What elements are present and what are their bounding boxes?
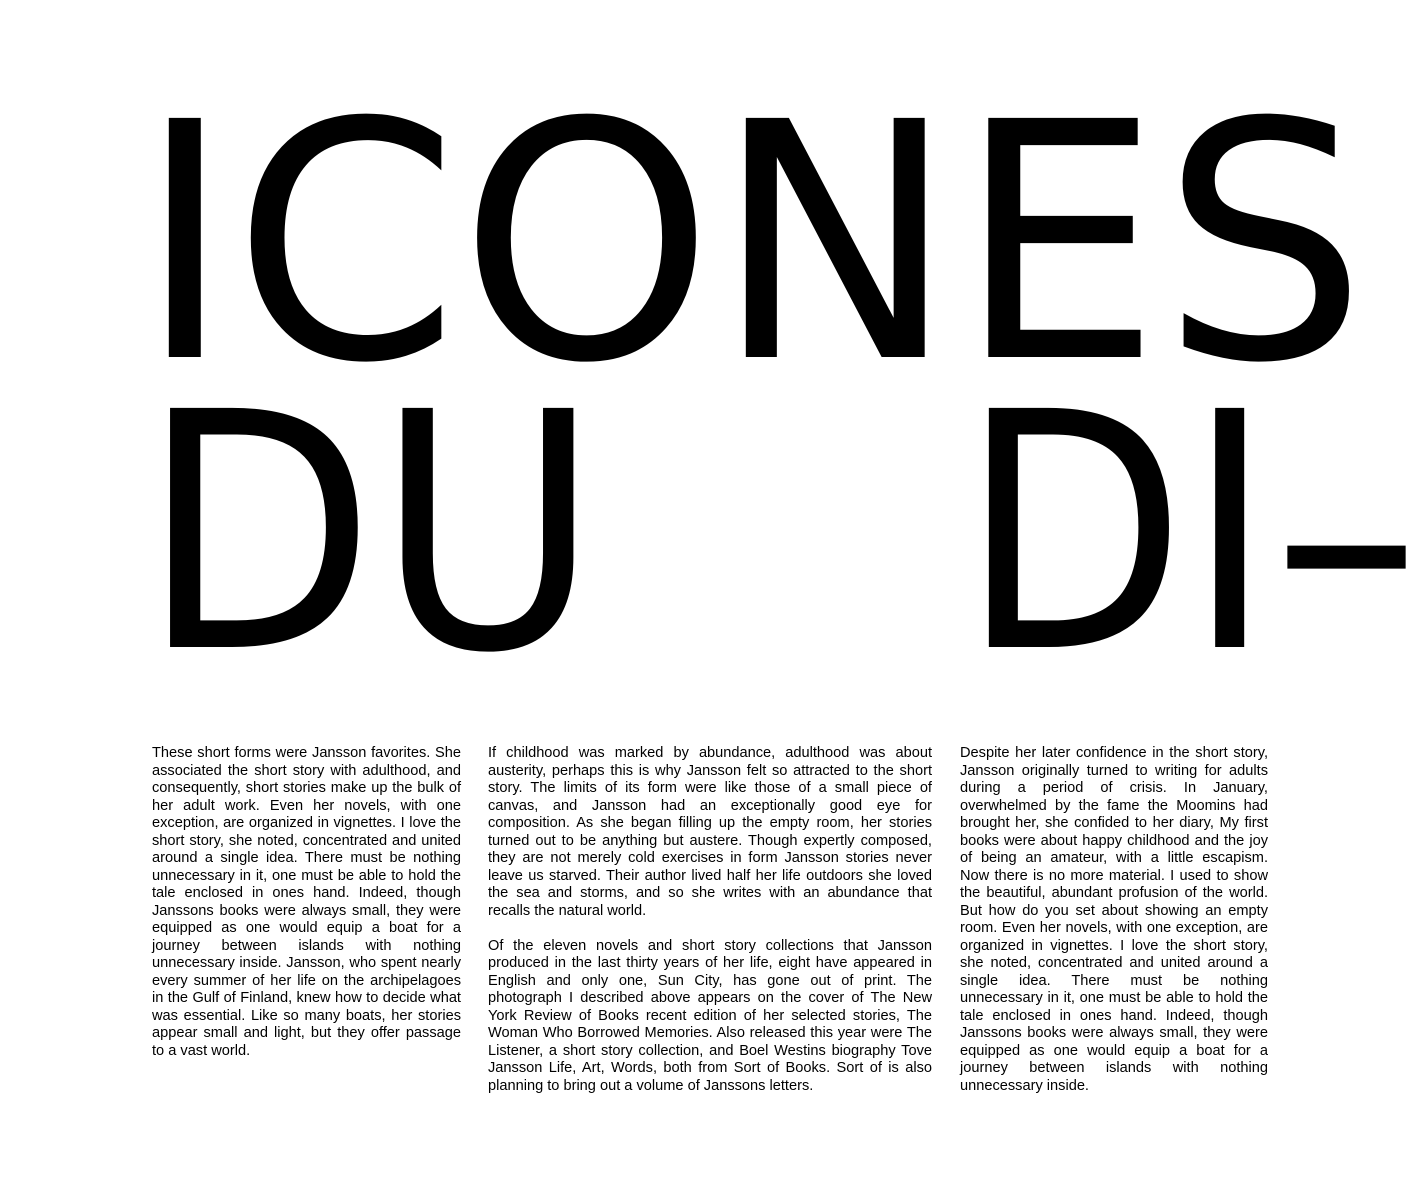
column-2-paragraph-2: Of the eleven novels and short story collections that Jansson produced in the last thirty years of her life, eight have appeared in English and only one, Sun City, has gone out of print. The photograph I described above appears on the cover of The New York Review of Books recent edition of her selected stories, The Woman Who Borrowed Memories. Also released this year were The Listener, a short story collection, and Boel Westins biography Tove Jansson Life, Art, Words, both from Sort of Books. Sort of is also planning to bring out a volume of Janssons letters. <box>488 937 932 1094</box>
text-column-3 <box>960 745 1268 1113</box>
headline-line-2-left: DU <box>140 344 600 700</box>
text-column-2 <box>488 745 932 1113</box>
text-column-1 <box>152 745 461 1078</box>
column-3-paragraph-1: Despite her later confidence in the short story, Jansson originally turned to writing for adults during a period of crisis. In January, overwhelmed by the fame the Moomins had brought her, she confided to her diary, My first books were about happy childhood and the joy of being an amateur, with a little escapism. Now there is no more material. I used to show the beautiful, abundant profusion of the world. But how do you set about showing an empty room. Even her novels, with one exception, are organized in vignettes. I love the short story, she noted, concentrated and united around a single idea. There must be nothing unnecessary in it, one must be able to hold the tale enclosed in ones hand. Indeed, though Janssons books were always small, they were equipped as one would equip a boat for a journey between islands with nothing unnecessary inside. <box>960 745 1268 1094</box>
column-2-paragraph-1: If childhood was marked by abundance, adulthood was about austerity, perhaps this is why Jansson felt so attracted to the short story. The limits of its form were like those of a small piece of canvas, and Jansson had an exceptionally good eye for composition. As she began filling up the empty room, her stories turned out to be anything but austere. Though expertly composed, they are not merely cold exercises in form Jansson stories never leave us starved. Their author lived half her life outdoors she loved the sea and storms, and so she writes with an abundance that recalls the natural world. <box>488 745 932 919</box>
headline-line-1: ICONES <box>137 54 1367 435</box>
headline-line-2-right: DI– <box>960 344 1420 700</box>
column-1-paragraph-1: These short forms were Jansson favorites. She associated the short story with adulthood, and consequently, short stories make up the bulk of her adult work. Even her novels, with one exception, are organized in vignettes. I love the short story, she noted, concentrated and united around a single idea. There must be nothing unnecessary in it, one must be able to hold the tale enclosed in ones hand. Indeed, though Janssons books were always small, they were equipped as one would equip a boat for a journey between islands with nothing unnecessary inside. Jansson, who spent nearly every summer of her life on the archipelagoes in the Gulf of Finland, knew how to decide what was essential. Like so many boats, her stories appear small and light, but they offer passage to a vast world. <box>152 745 461 1059</box>
